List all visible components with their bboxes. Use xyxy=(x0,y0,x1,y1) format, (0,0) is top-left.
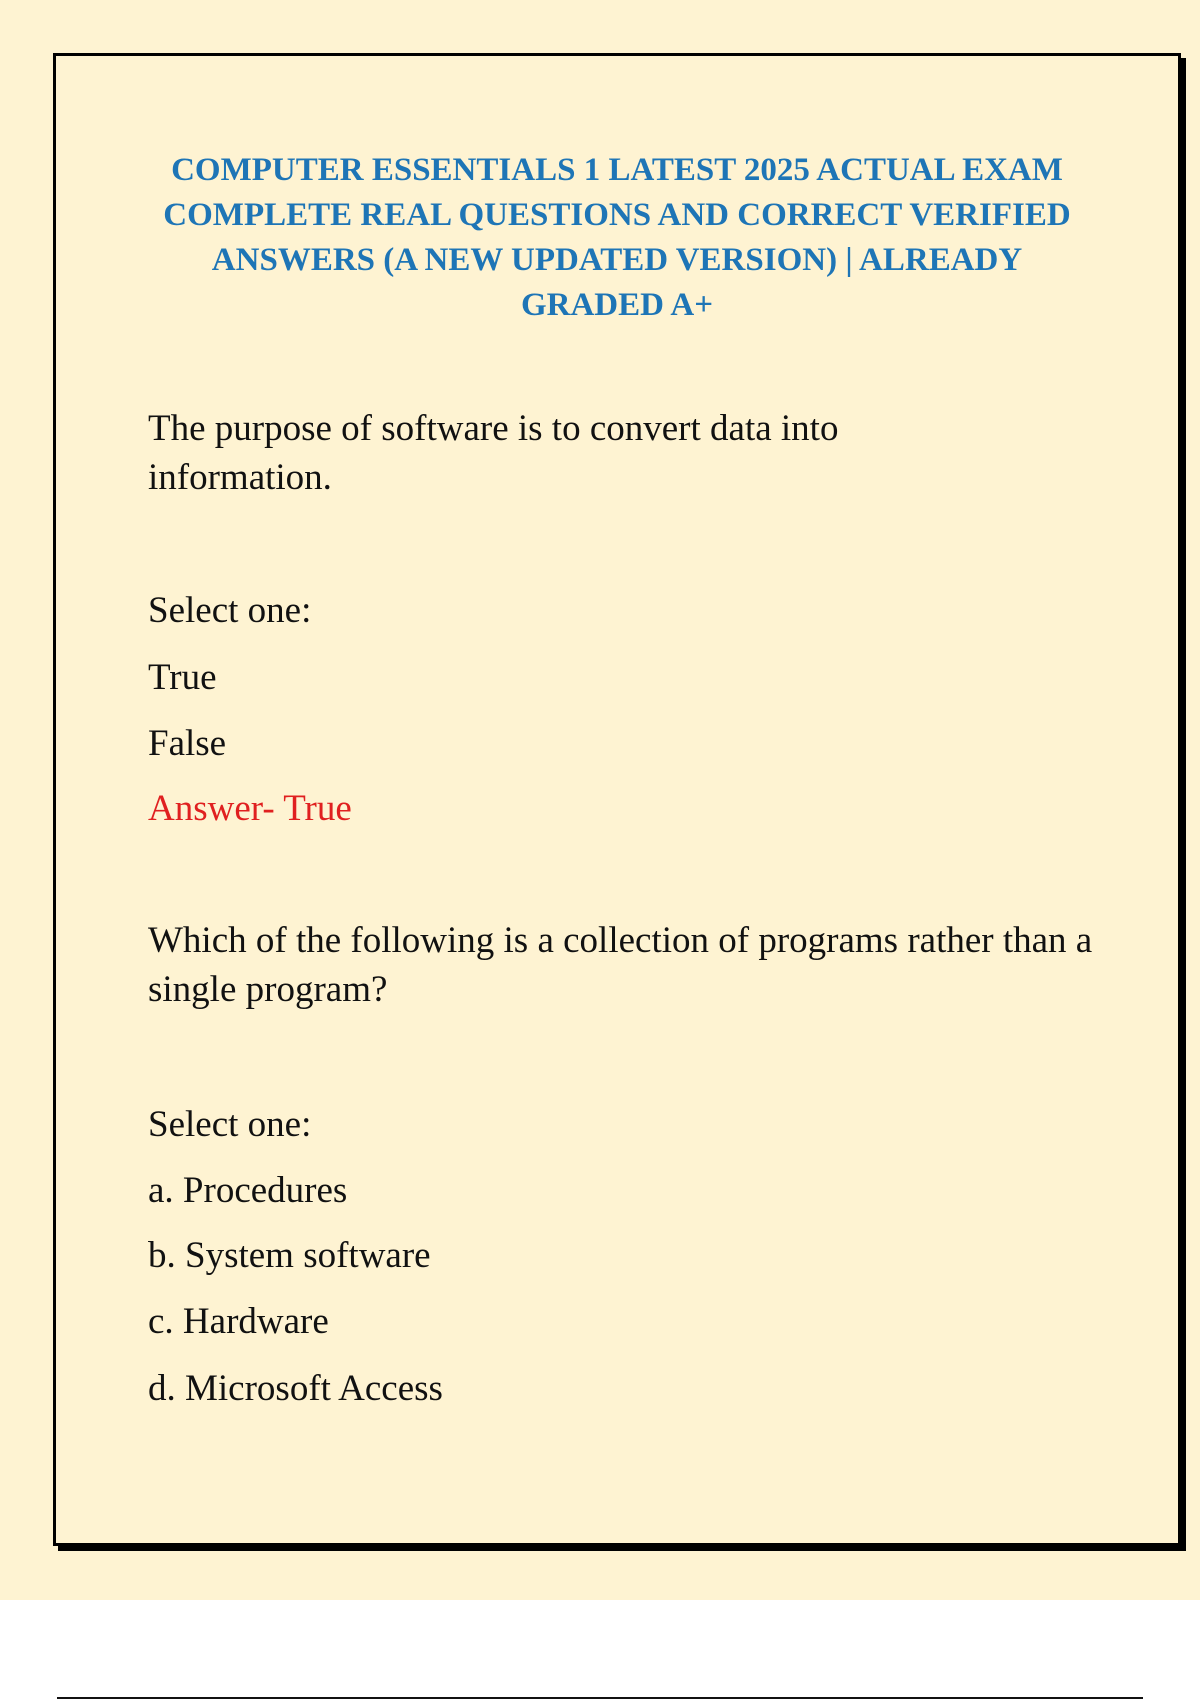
document-title: COMPUTER ESSENTIALS 1 LATEST 2025 ACTUAL EXAM COMPLETE REAL QUESTIONS AND CORRECT VERIFIED ANSWERS (A NEW UPDATED VERSION) | ALREADY GRADED A+ xyxy=(163,152,1071,323)
question-1-option-1: True xyxy=(148,657,217,698)
question-2-prompt: Select one: xyxy=(148,1104,312,1145)
bordered-frame xyxy=(53,53,1181,1546)
question-1-prompt: Select one: xyxy=(148,590,312,631)
question-2-option-c: c. Hardware xyxy=(148,1301,329,1342)
question-1-option-2: False xyxy=(148,723,227,764)
question-2-option-a: a. Procedures xyxy=(148,1170,348,1211)
question-2-option-b: b. System software xyxy=(148,1235,431,1276)
question-2-text: Which of the following is a collection of programs rather than a single program? xyxy=(148,920,1093,1010)
footer-rule xyxy=(57,1697,1143,1699)
question-1-answer: Answer- True xyxy=(148,788,352,829)
question-2-option-d: d. Microsoft Access xyxy=(148,1368,443,1409)
question-1-text: The purpose of software is to convert data into information. xyxy=(148,408,839,498)
